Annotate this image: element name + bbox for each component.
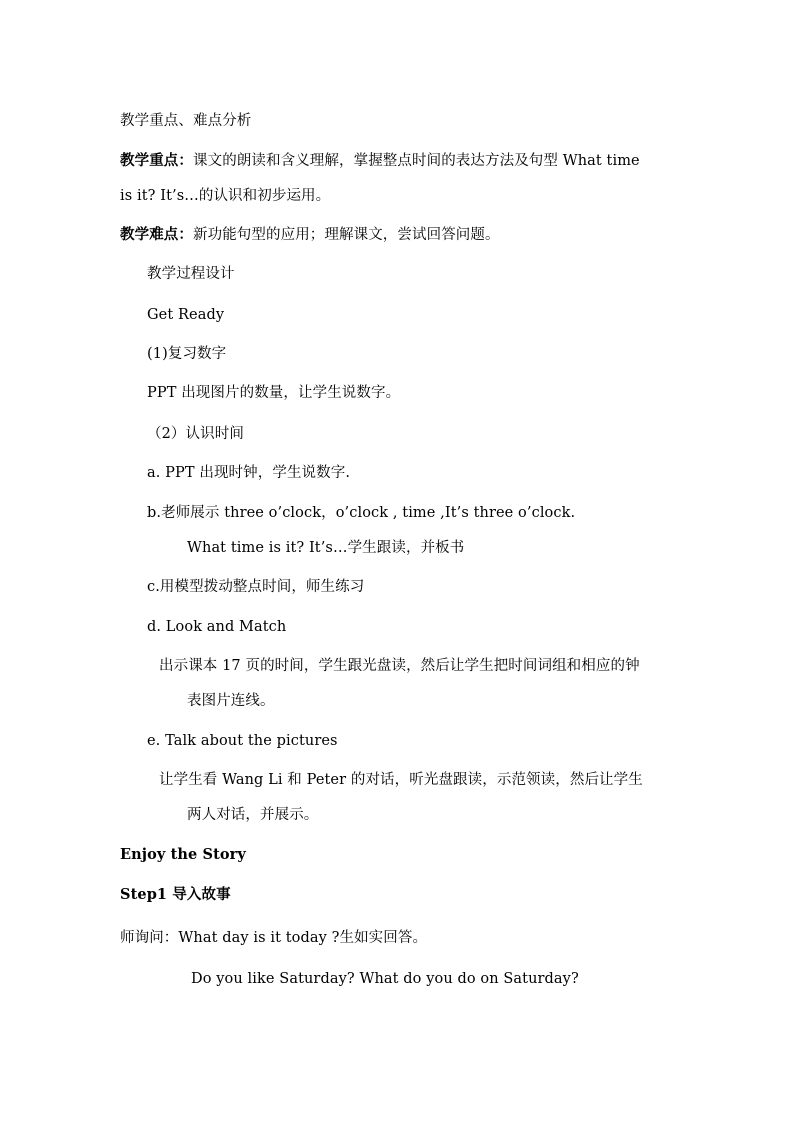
item-b: b.老师展示 three o’clock，o’clock , time ,It’s three o’clock. [147, 505, 576, 521]
item-review-numbers: (1)复习数字 [147, 346, 227, 362]
item-d-text-cont: 表图片连线。 [187, 693, 275, 709]
item-learn-time: （2）认识时间 [147, 426, 244, 442]
item-a: a. PPT 出现时钟，学生说数字. [147, 465, 351, 481]
teacher-question: 师询问：What day is it today ?生如实回答。 [120, 930, 428, 946]
step1-heading: Step1 导入故事 [120, 886, 231, 903]
item-e-text: 让学生看 Wang Li 和 Peter 的对话，听光盘跟读，示范领读，然后让学生 [159, 772, 643, 788]
item-d: d. Look and Match [147, 619, 287, 635]
paragraph-key-points-cont: is it? It’s…的认识和初步运用。 [120, 188, 331, 204]
section-enjoy-story: Enjoy the Story [120, 846, 246, 863]
label-difficulties: 教学难点： [120, 226, 193, 243]
label-key-points: 教学重点： [120, 152, 193, 169]
paragraph-key-points [120, 151, 640, 171]
item-c: c.用模型拨动整点时间，师生练习 [147, 579, 365, 595]
paragraph-difficulties [120, 225, 500, 245]
section-get-ready: Get Ready [147, 307, 225, 323]
item-b-cont: What time is it? It’s…学生跟读，并板书 [187, 540, 465, 556]
heading-key-points-analysis: 教学重点、难点分析 [120, 113, 252, 129]
item-e: e. Talk about the pictures [147, 733, 338, 749]
item-e-text-cont: 两人对话，并展示。 [187, 807, 319, 823]
question-saturday: Do you like Saturday? What do you do on Saturday? [191, 971, 579, 987]
text-ppt-numbers: PPT 出现图片的数量，让学生说数字。 [147, 385, 401, 401]
text-key-points: 课文的朗读和含义理解，掌握整点时间的表达方法及句型 What time [193, 153, 640, 169]
text-difficulties: 新功能句型的应用；理解课文，尝试回答问题。 [193, 227, 500, 243]
item-d-text: 出示课本 17 页的时间，学生跟光盘读，然后让学生把时间词组和相应的钟 [159, 658, 640, 674]
heading-process-design: 教学过程设计 [147, 266, 235, 282]
